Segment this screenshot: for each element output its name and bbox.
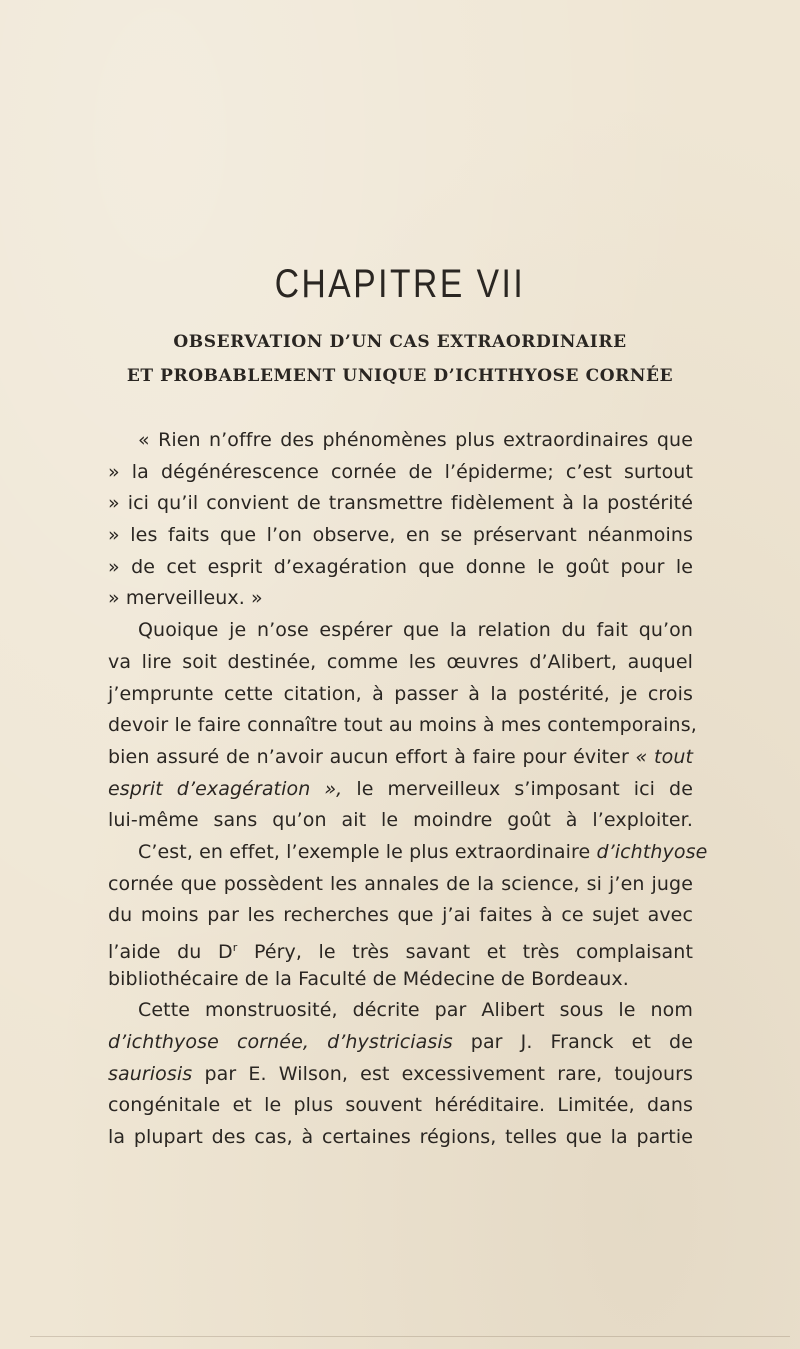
italic-text: d’ichthyose xyxy=(596,840,708,863)
text-line: lui-même sans qu’on ait le moindre goût à l’exploiter. xyxy=(108,809,693,832)
text-line: devoir le faire connaître tout au moins à mes contemporains, xyxy=(108,714,697,737)
text-line: « Rien n’offre des phénomènes plus extraordinaires que xyxy=(138,429,693,451)
chapter-subtitle-line-1: OBSERVATION D’UN CAS EXTRAORDINAIRE xyxy=(173,332,627,352)
italic-text: d’ichthyose cornée, xyxy=(108,1031,310,1054)
text-line: du moins par les recherches que j’ai faites à ce sujet avec xyxy=(108,904,693,927)
text-line: j’emprunte cette citation, à passer à la postérité, je crois xyxy=(108,682,693,705)
text-line: congénitale et le plus souvent héréditaire. Limitée, dans xyxy=(108,1094,693,1117)
text-segment: par J. Franck et de xyxy=(470,1031,693,1054)
text-line xyxy=(108,1027,693,1059)
text-line: bibliothécaire de la Faculté de Médecine de Bordeaux. xyxy=(108,967,629,990)
doctor-abbrev xyxy=(218,941,237,963)
text-line xyxy=(108,837,708,869)
text-line xyxy=(108,742,693,774)
text-line: » la dégénérescence cornée de l’épiderme; c’est surtout xyxy=(108,460,693,483)
text-line xyxy=(108,774,693,806)
superscript: r xyxy=(232,941,238,954)
text-line: va lire soit destinée, comme les œuvres d’Alibert, auquel xyxy=(108,650,693,673)
text-segment: Péry, le très savant et très complaisant xyxy=(253,941,693,963)
text-line: » les faits que l’on observe, en se préservant néanmoins xyxy=(108,524,693,547)
italic-text: « tout xyxy=(635,745,694,768)
text-line: Cette monstruosité, décrite par Alibert sous le nom xyxy=(138,999,693,1022)
chapter-title: CHAPITRE VII xyxy=(274,262,526,306)
page-edge-rule xyxy=(30,1336,790,1337)
text-line xyxy=(108,1059,693,1091)
chapter-subtitle-line-2: ET PROBABLEMENT UNIQUE D’ICHTHYOSE CORNÉE xyxy=(126,366,674,386)
italic-text: esprit d’exagération », xyxy=(108,777,343,800)
text-segment: l’aide du xyxy=(108,941,202,963)
italic-text: d’hystriciasis xyxy=(327,1031,453,1054)
text-line: Quoique je n’ose espérer que la relation du fait qu’on xyxy=(138,619,693,642)
text-segment: C’est, en effet, l’exemple le plus extraordinaire xyxy=(138,840,591,863)
text-segment: bien assuré de n’avoir aucun effort à faire pour éviter xyxy=(108,745,629,768)
text-line: » de cet esprit d’exagération que donne le goût pour le xyxy=(108,555,693,578)
text-line: cornée que possèdent les annales de la science, si j’en juge xyxy=(108,872,693,895)
text-segment: le merveilleux s’imposant ici de xyxy=(356,777,693,800)
body-text xyxy=(108,425,708,1154)
doctor-abbrev-letter: D xyxy=(218,941,233,963)
text-line xyxy=(108,932,693,964)
text-segment: par E. Wilson, est excessivement rare, toujours xyxy=(204,1062,693,1085)
text-line: » merveilleux. » xyxy=(108,587,263,610)
text-line: » ici qu’il convient de transmettre fidèlement à la postérité xyxy=(108,492,693,515)
text-line: la plupart des cas, à certaines régions, telles que la partie xyxy=(108,1126,693,1149)
italic-text: sauriosis xyxy=(108,1062,193,1085)
